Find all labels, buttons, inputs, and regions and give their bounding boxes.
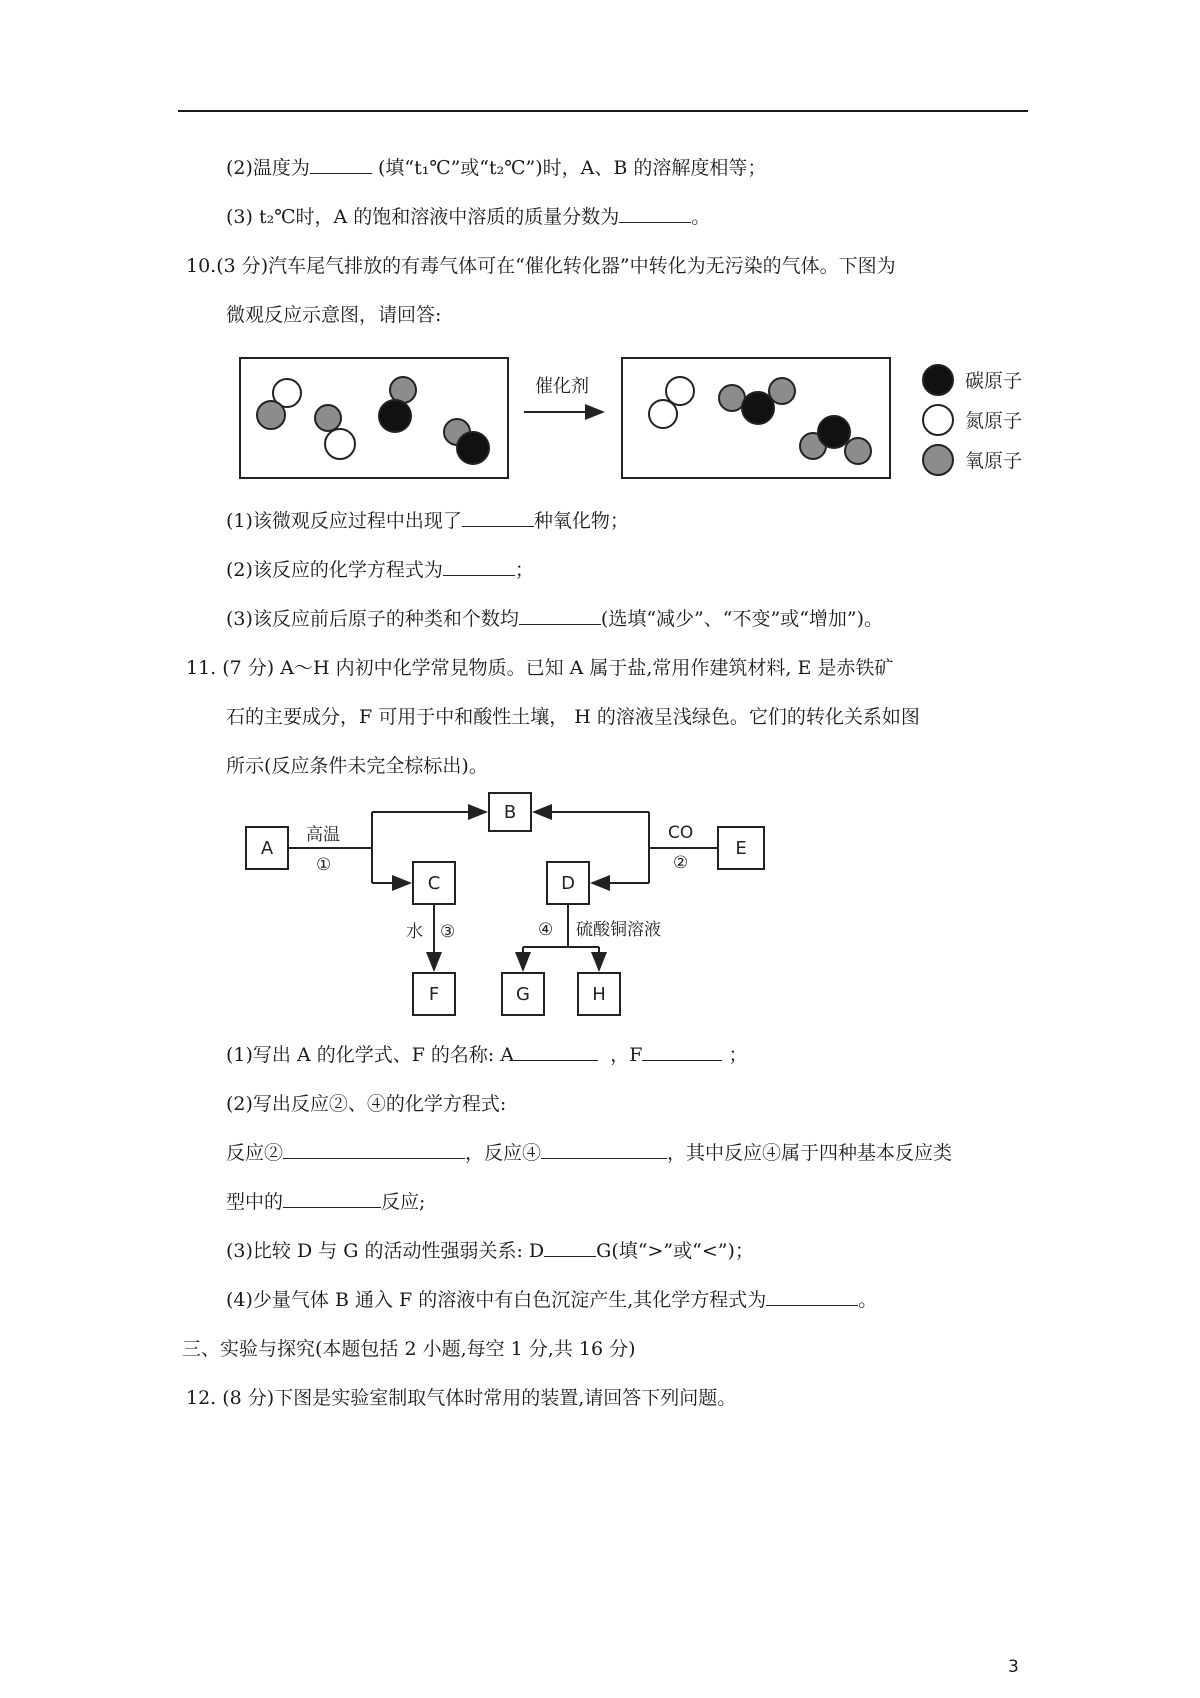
q11-part3-text-b: G(填“>”或“<”)； xyxy=(596,1240,754,1262)
q9-part3 xyxy=(226,204,710,230)
q10-part3-text-a: (3)该反应前后原子的种类和个数均 xyxy=(226,608,519,630)
nitrogen-atom xyxy=(325,429,355,459)
r1-number: ① xyxy=(316,855,332,875)
q10-part2-blank[interactable] xyxy=(443,557,515,576)
label-A: A xyxy=(260,838,274,859)
q10-part1-text-b: 种氧化物； xyxy=(533,510,629,532)
q10-part1 xyxy=(226,508,629,534)
page-number: 3 xyxy=(1008,1657,1019,1677)
q11-part2-eq2-label: 反应② xyxy=(226,1142,284,1164)
carbon-atom xyxy=(457,432,489,464)
label-C: C xyxy=(427,873,441,894)
q11-part3 xyxy=(226,1238,754,1264)
legend-nitrogen-swatch xyxy=(923,405,953,435)
q11-part4-text-a: (4)少量气体 B 通入 F 的溶液中有白色沉淀产生,其化学方程式为 xyxy=(226,1289,767,1311)
q11-part2: (2)写出反应②、④的化学方程式: xyxy=(226,1093,507,1115)
label-F: F xyxy=(428,984,440,1005)
section-three-heading: 三、实验与探究(本题包括 2 小题,每空 1 分,共 16 分) xyxy=(182,1338,636,1360)
label-D: D xyxy=(561,873,575,894)
q11-part2-type-text-b: 反应; xyxy=(381,1191,426,1213)
atom-legend xyxy=(923,365,1022,475)
q9-part3-text-a: (3) t₂℃时，A 的饱和溶液中溶质的质量分数为 xyxy=(226,206,620,228)
q9-part2 xyxy=(226,155,766,181)
q12-stem: 12. (8 分)下图是实验室制取气体时常用的装置,请回答下列问题。 xyxy=(186,1387,737,1409)
q11-part2-type xyxy=(226,1189,425,1215)
carbon-atom xyxy=(379,400,411,432)
r4-condition: 硫酸铜溶液 xyxy=(576,920,661,940)
q11-stem-line1: 11. (7 分) A～H 内初中化学常見物质。已知 A 属于盐,常用作建筑材料, E 是赤铁矿 xyxy=(186,657,894,679)
q10-part2-text-b: ； xyxy=(514,559,534,581)
q11-part4-blank[interactable] xyxy=(766,1287,858,1306)
q9-part3-text-b: 。 xyxy=(691,206,711,228)
q10-part1-blank[interactable] xyxy=(462,508,534,527)
q10-part2 xyxy=(226,557,534,583)
legend-carbon-swatch xyxy=(923,365,953,395)
label-G: G xyxy=(516,984,530,1005)
q11-stem-line2: 石的主要成分，F 可用于中和酸性土壤， H 的溶液呈浅绿色。它们的转化关系如图 xyxy=(226,706,920,728)
oxygen-atom xyxy=(315,405,341,431)
q11-part1-blank-A[interactable] xyxy=(514,1042,598,1061)
q10-stem-line1: 10.(3 分)汽车尾气排放的有毒气体可在“催化转化器”中转化为无污染的气体。下图为 xyxy=(186,255,896,277)
q11-part2-blank-type[interactable] xyxy=(283,1189,381,1208)
q11-part4-text-b: 。 xyxy=(858,1289,878,1311)
label-B: B xyxy=(503,802,517,823)
q10-part3-blank[interactable] xyxy=(519,606,601,625)
q10-part3-text-b: (选填“减少”、“不变”或“增加”)。 xyxy=(600,608,884,630)
q10-part2-text-a: (2)该反应的化学方程式为 xyxy=(226,559,443,581)
q9-part2-blank[interactable] xyxy=(310,155,372,174)
q9-part2-text-b: (填“t₁℃”或“t₂℃”)时，A、B 的溶解度相等； xyxy=(371,157,767,179)
q11-part1-blank-F[interactable] xyxy=(642,1042,722,1061)
q11-part3-text-a: (3)比较 D 与 G 的活动性强弱关系: D xyxy=(226,1240,545,1262)
oxygen-atom xyxy=(845,438,871,464)
legend-nitrogen-label: 氮原子 xyxy=(965,410,1023,432)
r3-condition: 水 xyxy=(406,922,423,942)
label-E: E xyxy=(735,838,747,859)
legend-oxygen-swatch xyxy=(923,445,953,475)
carbon-atom xyxy=(818,416,850,448)
q11-stem-line3: 所示(反应条件未完全棕标出)。 xyxy=(226,755,488,777)
q11-part2-eq4-label: ，反应④ xyxy=(465,1142,542,1164)
q11-part4 xyxy=(226,1287,877,1313)
r3-number: ③ xyxy=(440,922,456,942)
q11-part1-text-a: (1)写出 A 的化学式、F 的名称: A xyxy=(226,1044,515,1066)
carbon-atom xyxy=(742,392,774,424)
q11-part1 xyxy=(226,1042,747,1068)
q10-reaction-diagram xyxy=(230,350,1060,485)
r2-number: ② xyxy=(673,853,689,873)
r1-condition: 高温 xyxy=(306,825,340,845)
catalyst-label: 催化剂 xyxy=(535,376,589,397)
product-molecules xyxy=(649,377,871,464)
q11-part3-blank[interactable] xyxy=(544,1238,596,1257)
q11-conversion-diagram xyxy=(236,785,796,1030)
q9-part2-text-a: (2)温度为 xyxy=(226,157,310,179)
legend-carbon-label: 碳原子 xyxy=(965,370,1023,392)
header-rule xyxy=(178,110,1028,112)
legend-oxygen-label: 氧原子 xyxy=(965,450,1023,472)
nitrogen-atom xyxy=(649,400,677,428)
q11-part2-equations xyxy=(226,1140,952,1166)
q10-stem-line2: 微观反应示意图，请回答: xyxy=(226,304,442,326)
q11-part2-blank-eq4[interactable] xyxy=(541,1140,667,1159)
reactant-molecules xyxy=(257,377,489,464)
q10-part3 xyxy=(226,606,883,632)
q11-part2-blank-eq2[interactable] xyxy=(283,1140,465,1159)
nitrogen-atom xyxy=(666,377,694,405)
r4-number: ④ xyxy=(538,920,554,940)
oxygen-atom xyxy=(257,401,285,429)
q11-part2-text-c: ，其中反应④属于四种基本反应类 xyxy=(667,1142,953,1164)
label-H: H xyxy=(592,984,606,1005)
q11-part2-type-text-a: 型中的 xyxy=(226,1191,284,1213)
q11-part1-text-c: ； xyxy=(728,1044,748,1066)
q9-part3-blank[interactable] xyxy=(619,204,691,223)
q11-part1-text-b: ，F xyxy=(610,1044,643,1066)
r2-condition: CO xyxy=(668,823,694,843)
q10-part1-text-a: (1)该微观反应过程中出现了 xyxy=(226,510,462,532)
